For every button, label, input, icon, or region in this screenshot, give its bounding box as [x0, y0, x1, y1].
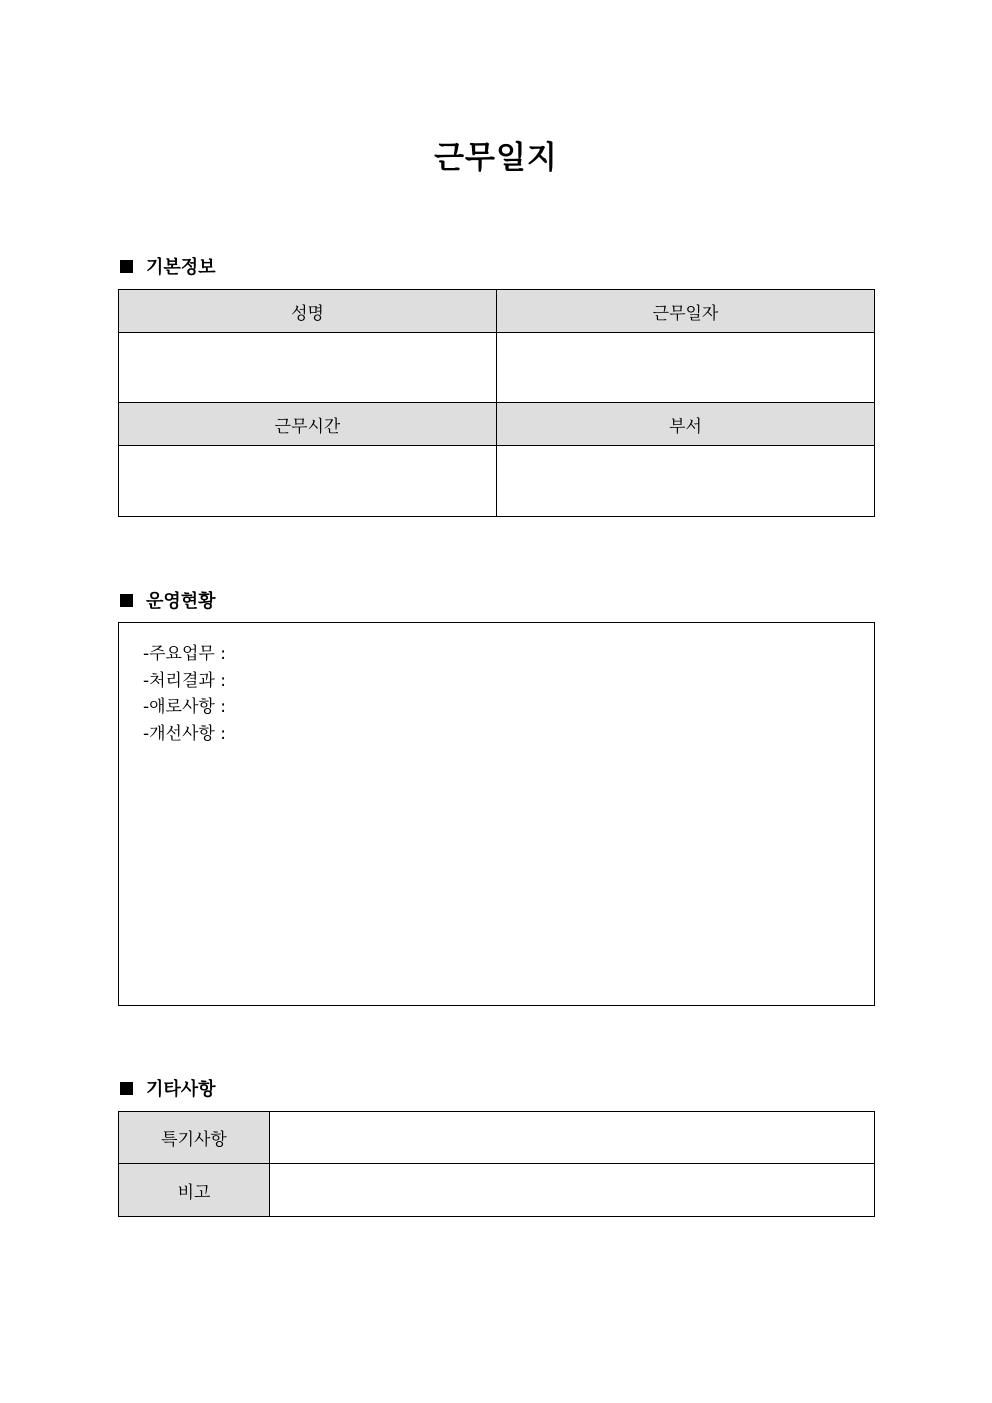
label-department: 부서 — [497, 403, 875, 446]
field-name[interactable] — [119, 333, 497, 403]
field-work-date[interactable] — [497, 333, 875, 403]
field-remarks[interactable] — [270, 1164, 875, 1217]
section-heading-label: 기타사항 — [146, 1079, 216, 1100]
other-table — [118, 1111, 875, 1216]
label-name: 성명 — [119, 290, 497, 333]
other-grid — [118, 1111, 875, 1217]
operations-lines — [119, 623, 874, 747]
ops-line-results: -처리결과 : — [143, 670, 226, 691]
ops-line-difficulties: -애로사항 : — [143, 697, 226, 717]
basic-info-grid — [118, 289, 875, 517]
label-work-hours: 근무시간 — [119, 403, 497, 446]
operations-box[interactable] — [118, 622, 875, 1006]
page-title: 근무일지 — [434, 140, 558, 176]
section-heading-operations — [120, 587, 216, 613]
field-special-notes[interactable] — [270, 1112, 875, 1164]
label-work-date: 근무일자 — [497, 290, 875, 333]
ops-line-main-tasks: -주요업무 : — [143, 644, 226, 664]
black-square-bullet-icon — [120, 1082, 133, 1095]
black-square-bullet-icon — [120, 260, 133, 273]
field-department[interactable] — [497, 446, 875, 517]
section-heading-basic-info — [120, 253, 216, 279]
ops-line-improvements: -개선사항 : — [143, 723, 226, 744]
label-special-notes: 특기사항 — [119, 1112, 270, 1164]
section-heading-label: 운영현황 — [146, 591, 216, 612]
label-remarks: 비고 — [119, 1164, 270, 1217]
section-heading-other — [120, 1075, 216, 1101]
section-heading-label: 기본정보 — [146, 257, 216, 278]
field-work-hours[interactable] — [119, 446, 497, 517]
basic-info-table — [118, 289, 875, 517]
black-square-bullet-icon — [120, 594, 133, 607]
